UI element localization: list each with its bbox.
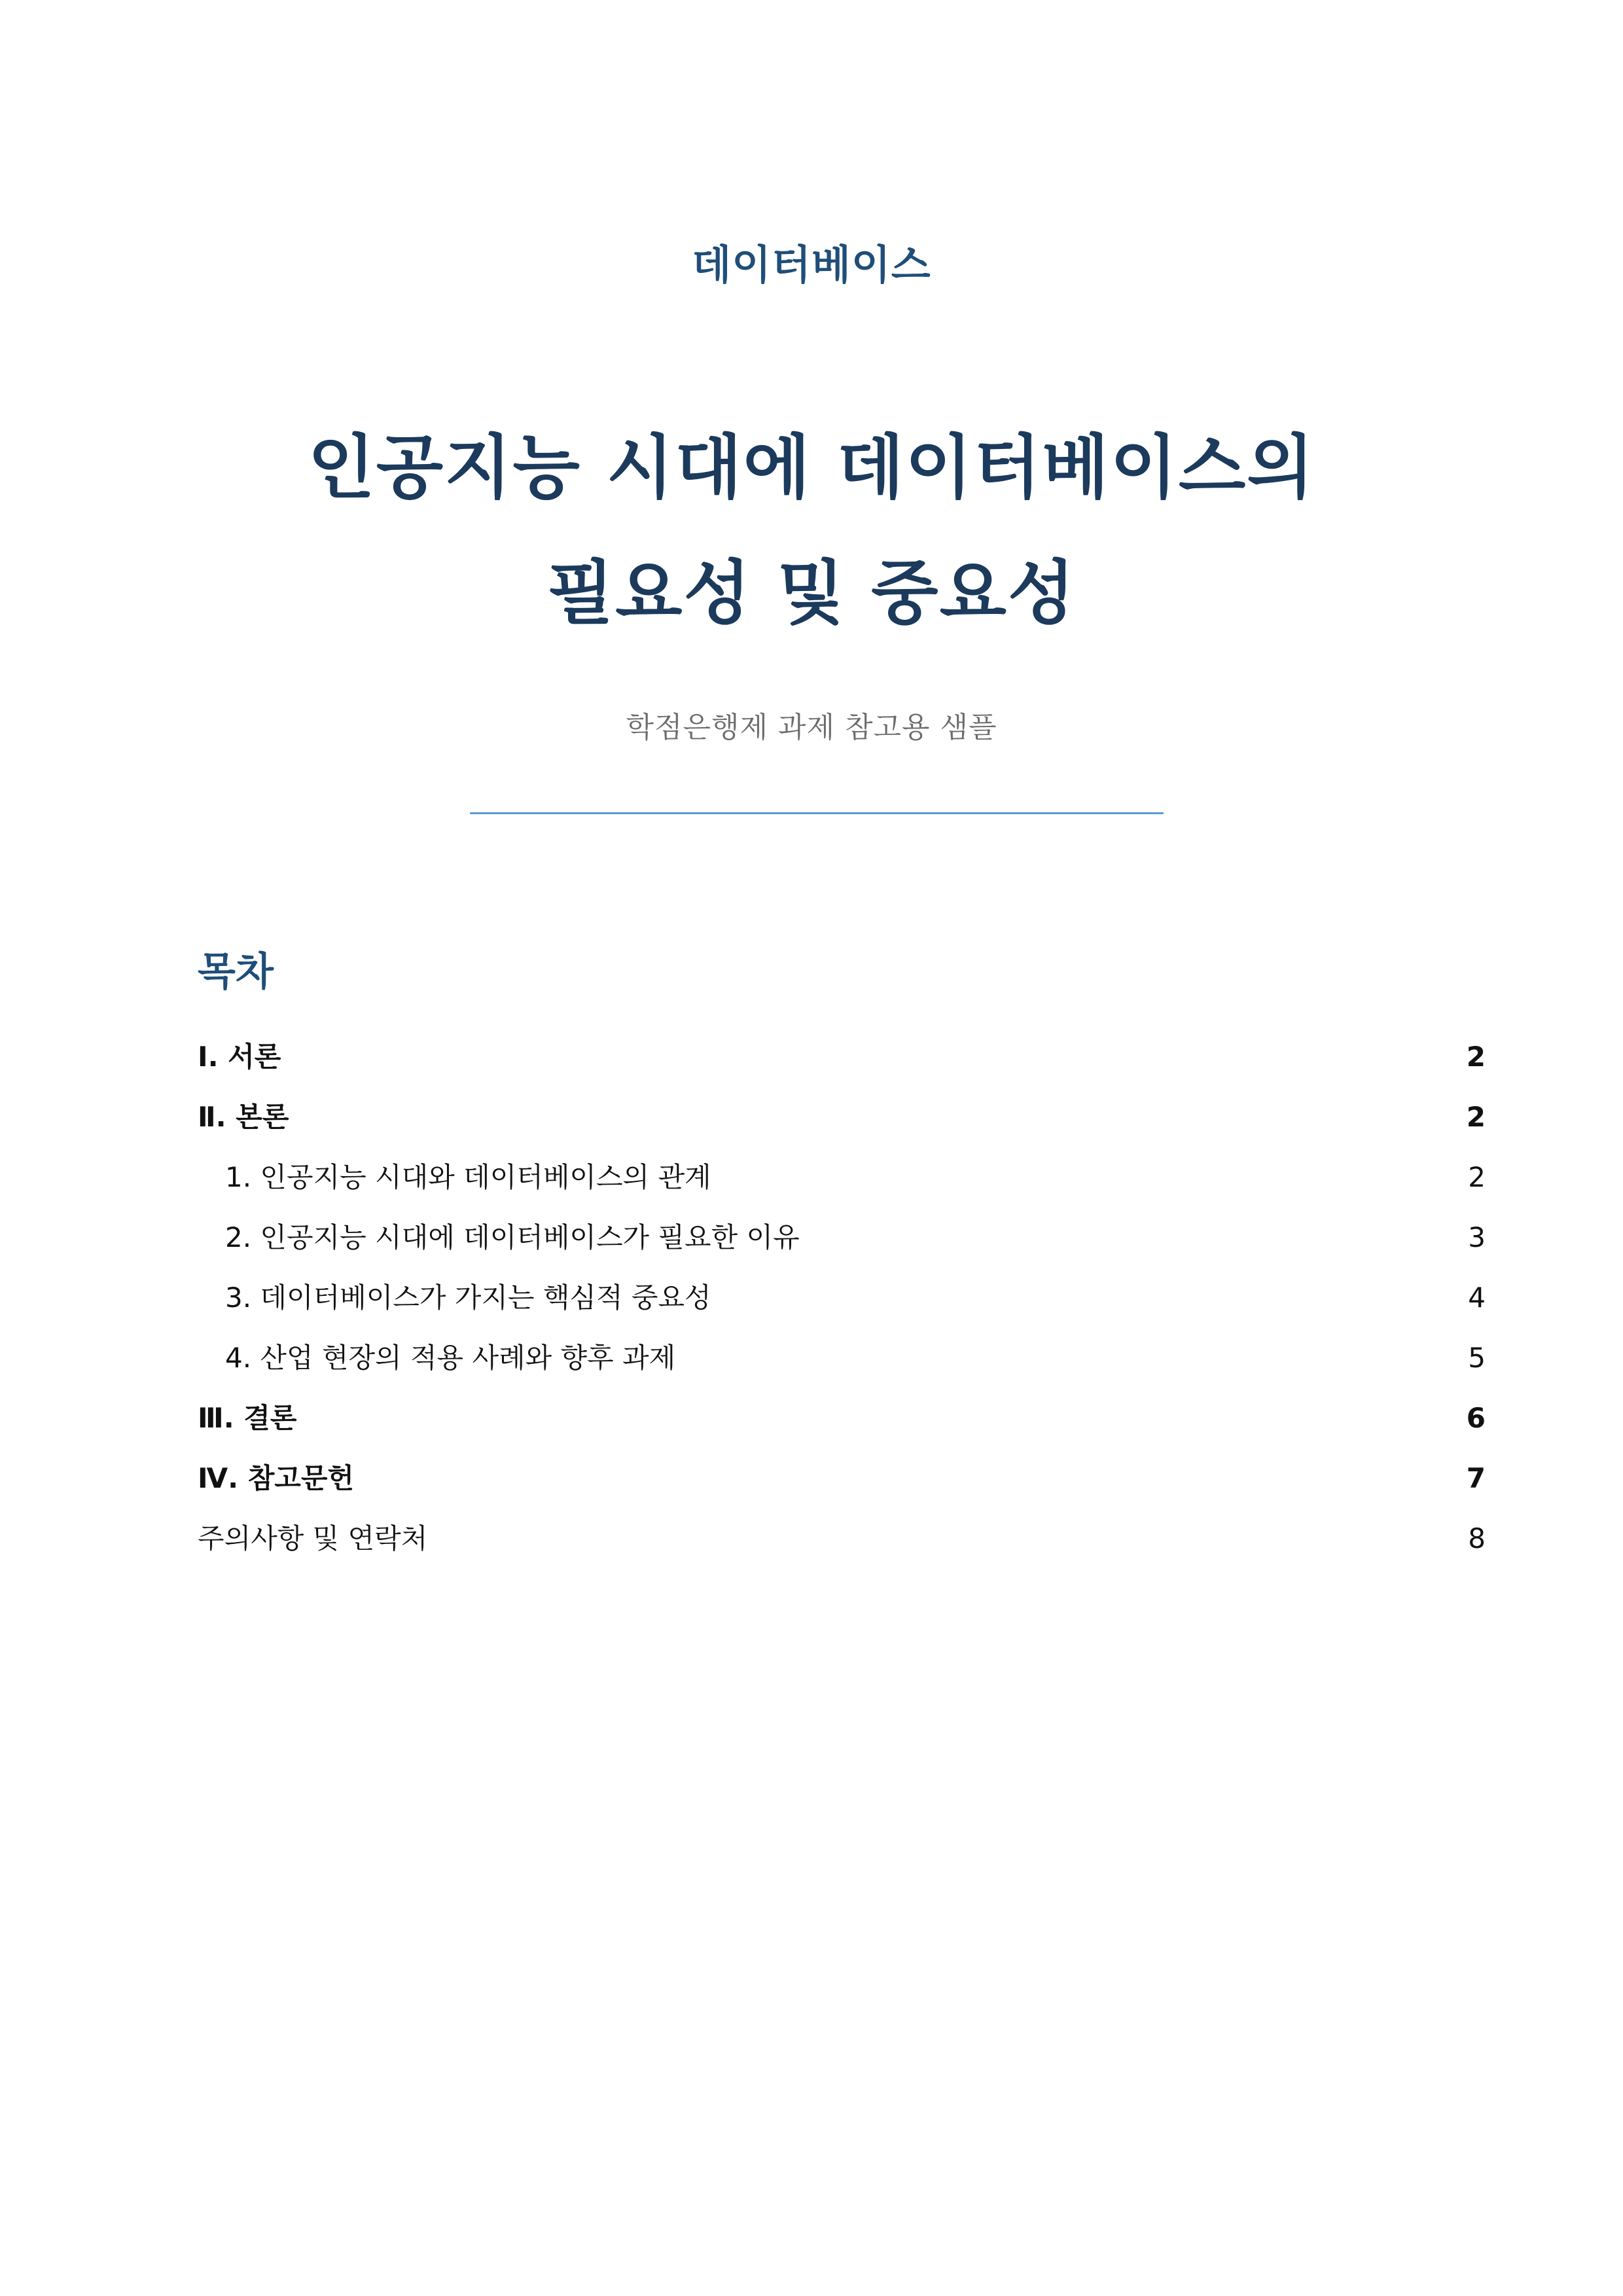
toc-entry-introduction (198, 1036, 1486, 1096)
toc-entry-label: 2. 인공지능 시대에 데이터베이스가 필요한 이유 (225, 1221, 800, 1253)
toc-entry-page: 4 (1468, 1282, 1486, 1314)
toc-entry-page: 5 (1468, 1342, 1486, 1374)
toc-entry-body-1 (198, 1157, 1486, 1217)
toc-entry-body-2 (198, 1217, 1486, 1277)
toc-entry-label: Ⅲ. 결론 (198, 1402, 297, 1434)
toc-entry-references (198, 1458, 1486, 1518)
toc-heading: 목차 (198, 949, 274, 995)
toc-entry-label: 1. 인공지능 시대와 데이터베이스의 관계 (225, 1161, 711, 1193)
toc-entry-page: 3 (1468, 1221, 1486, 1253)
document-title-line-1: 인공지능 시대에 데이터베이스의 (308, 427, 1315, 508)
toc-entry-label: 주의사항 및 연락처 (198, 1522, 428, 1554)
toc-entry-body-4 (198, 1337, 1486, 1397)
course-subject: 데이터베이스 (692, 241, 931, 289)
toc-entry-label: 4. 산업 현장의 적용 사례와 향후 과제 (225, 1342, 676, 1374)
document-subtitle: 학점은행제 과제 참고용 샘플 (626, 711, 997, 744)
toc-entry-page: 7 (1466, 1462, 1486, 1494)
toc-entry-body-3 (198, 1277, 1486, 1337)
toc-entry-page: 2 (1466, 1041, 1486, 1073)
toc-entry-notes-contact (198, 1518, 1486, 1578)
title-divider (470, 812, 1164, 814)
toc-entry-page: 6 (1466, 1402, 1486, 1434)
toc-entry-page: 2 (1466, 1101, 1486, 1133)
table-of-contents (198, 1036, 1486, 1578)
toc-entry-conclusion (198, 1397, 1486, 1458)
toc-entry-label: Ⅳ. 참고문헌 (198, 1462, 355, 1494)
document-title-line-2: 필요성 및 중요성 (546, 553, 1077, 634)
toc-entry-page: 2 (1468, 1161, 1486, 1193)
toc-entry-body (198, 1096, 1486, 1157)
toc-entry-label: 3. 데이터베이스가 가지는 핵심적 중요성 (225, 1282, 711, 1314)
toc-entry-label: Ⅰ. 서론 (198, 1041, 281, 1073)
toc-entry-page: 8 (1468, 1522, 1486, 1554)
toc-entry-label: Ⅱ. 본론 (198, 1101, 289, 1133)
